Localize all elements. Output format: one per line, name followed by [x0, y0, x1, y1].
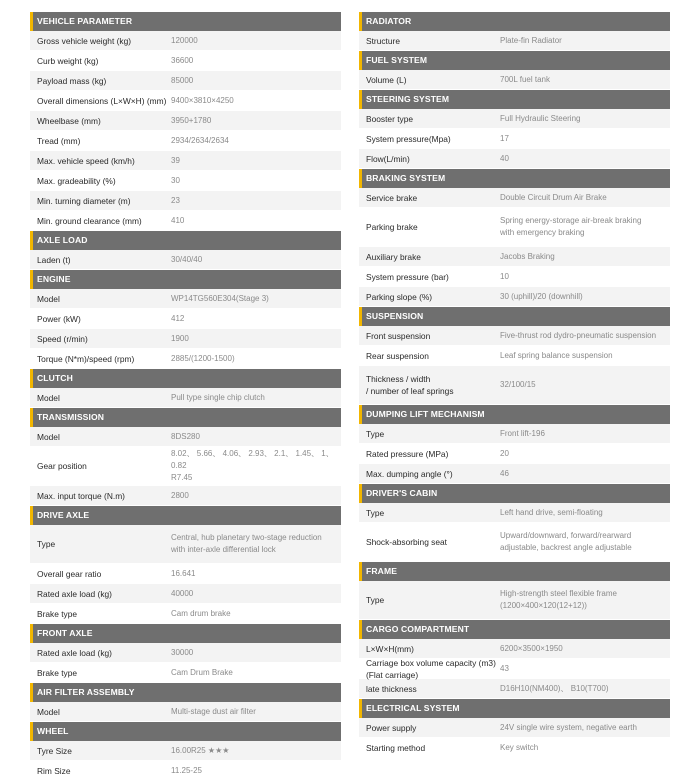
- spec-row: [30, 31, 341, 51]
- spec-row: [359, 581, 670, 620]
- spec-row: [30, 309, 341, 329]
- spec-row: [359, 503, 670, 523]
- spec-value: WP14TG560E304(Stage 3): [171, 293, 269, 303]
- spec-label: Max. dumping angle (°): [366, 468, 453, 479]
- spec-label: Type: [366, 507, 385, 518]
- spec-section-frame: [359, 562, 670, 620]
- spec-row: [359, 366, 670, 405]
- spec-row: [359, 346, 670, 366]
- spec-section-electrical-system: [359, 699, 670, 758]
- section-header: RADIATOR: [359, 12, 670, 31]
- spec-section-suspension: [359, 307, 670, 405]
- spec-section-vehicle-parameter: [30, 12, 341, 231]
- spec-row: [359, 464, 670, 484]
- spec-value: 85000: [171, 75, 194, 85]
- spec-value: Five-thrust rod dydro-pneumatic suspension: [500, 330, 657, 340]
- spec-value: 2800: [171, 490, 189, 500]
- spec-value: 2934/2634/2634: [171, 135, 229, 145]
- spec-row: [359, 208, 670, 247]
- spec-row: [30, 741, 341, 761]
- spec-value: Full Hydraulic Steering: [500, 113, 581, 123]
- spec-label: Rated axle load (kg): [37, 647, 112, 658]
- spec-value: Pull type single chip clutch: [171, 392, 265, 402]
- spec-row: [30, 663, 341, 683]
- spec-row: [30, 151, 341, 171]
- spec-label: Max. vehicle speed (km/h): [37, 155, 135, 166]
- spec-row: [359, 149, 670, 169]
- spec-row: [30, 131, 341, 151]
- spec-row: [30, 584, 341, 604]
- section-header: SUSPENSION: [359, 307, 670, 326]
- section-header: AXLE LOAD: [30, 231, 341, 250]
- spec-value: 1900: [171, 333, 189, 343]
- section-header: CLUTCH: [30, 369, 341, 388]
- spec-label: Max. input torque (N.m): [37, 490, 125, 501]
- spec-section-transmission: [30, 408, 341, 506]
- section-header: VEHICLE PARAMETER: [30, 12, 341, 31]
- spec-label: System pressure(Mpa): [366, 133, 451, 144]
- spec-row: [359, 326, 670, 346]
- spec-value: 17: [500, 133, 509, 143]
- spec-section-cargo-compartment: [359, 620, 670, 699]
- spec-label: Tyre Size: [37, 745, 72, 756]
- spec-label: Service brake: [366, 192, 418, 203]
- spec-row: [359, 718, 670, 738]
- section-header: FRONT AXLE: [30, 624, 341, 643]
- spec-section-engine: [30, 270, 341, 369]
- section-header: DRIVER'S CABIN: [359, 484, 670, 503]
- spec-section-braking-system: [359, 169, 670, 307]
- spec-section-radiator: [359, 12, 670, 51]
- spec-row: [30, 329, 341, 349]
- spec-value: 39: [171, 155, 180, 165]
- spec-value: High-strength steel flexible frame (1200×400×120(12+12)): [500, 589, 617, 610]
- spec-row: [30, 71, 341, 91]
- spec-label: Overall dimensions (L×W×H) (mm): [37, 95, 167, 106]
- spec-label: Type: [366, 595, 385, 605]
- spec-label: Overall gear ratio: [37, 568, 102, 579]
- spec-section-axle-load: [30, 231, 341, 270]
- spec-row: [30, 91, 341, 111]
- spec-value: 6200×3500×1950: [500, 643, 563, 653]
- spec-row: [359, 659, 670, 679]
- section-header: FUEL SYSTEM: [359, 51, 670, 70]
- spec-label: Rated pressure (MPa): [366, 448, 449, 459]
- spec-value: Leaf spring balance suspension: [500, 350, 613, 360]
- spec-label: Min. ground clearance (mm): [37, 215, 142, 226]
- spec-label: Shock-absorbing seat: [366, 537, 448, 547]
- spec-value: Cam Drum Brake: [171, 667, 233, 677]
- spec-label: Max. gradeability (%): [37, 175, 116, 186]
- spec-value: 8DS280: [171, 431, 200, 441]
- spec-row: [30, 427, 341, 447]
- section-header: AIR FILTER ASSEMBLY: [30, 683, 341, 702]
- spec-value: 36600: [171, 55, 194, 65]
- spec-label: Carriage box volume capacity (m3) (Flat carriage): [366, 657, 496, 680]
- spec-value: 40: [500, 153, 509, 163]
- spec-row: [30, 761, 341, 781]
- spec-row: [30, 349, 341, 369]
- spec-row: [359, 188, 670, 208]
- spec-label: late thickness: [366, 683, 417, 694]
- spec-row: [30, 111, 341, 131]
- section-header: STEERING SYSTEM: [359, 90, 670, 109]
- spec-label: Type: [37, 539, 56, 549]
- spec-label: Parking brake: [366, 222, 418, 232]
- spec-value: Cam drum brake: [171, 608, 231, 618]
- spec-value: Upward/downward, forward/rearward adjustable, backrest angle adjustable: [500, 531, 632, 552]
- spec-label: Power supply: [366, 722, 417, 733]
- spec-row: [30, 388, 341, 408]
- spec-section-wheel: [30, 722, 341, 781]
- spec-value: 16.00R25 ★★★: [171, 745, 230, 755]
- spec-label: Flow(L/min): [366, 153, 410, 164]
- spec-value: 11.25-25: [171, 765, 202, 775]
- section-header: DRIVE AXLE: [30, 506, 341, 525]
- spec-value: 46: [500, 468, 509, 478]
- spec-row: [30, 211, 341, 231]
- spec-row: [30, 564, 341, 584]
- spec-value: 16.641: [171, 568, 196, 578]
- spec-label: Thickness / width / number of leaf springs: [366, 374, 454, 396]
- spec-value: 10: [500, 271, 509, 281]
- section-header: TRANSMISSION: [30, 408, 341, 427]
- spec-label: Wheelbase (mm): [37, 115, 101, 126]
- spec-row: [359, 287, 670, 307]
- spec-row: [359, 129, 670, 149]
- spec-row: [359, 444, 670, 464]
- spec-value: Multi-stage dust air filter: [171, 706, 256, 716]
- spec-label: Curb weight (kg): [37, 55, 99, 66]
- spec-label: Tread (mm): [37, 135, 81, 146]
- spec-section-air-filter-assembly: [30, 683, 341, 722]
- spec-row: [30, 525, 341, 564]
- spec-label: Parking slope (%): [366, 291, 433, 302]
- spec-label: Starting method: [366, 742, 426, 753]
- spec-label: Speed (r/min): [37, 333, 88, 344]
- spec-label: Payload mass (kg): [37, 75, 107, 86]
- spec-label: Torque (N*m)/speed (rpm): [37, 353, 135, 364]
- spec-row: [30, 51, 341, 71]
- spec-value: Left hand drive, semi-floating: [500, 507, 603, 517]
- spec-value: 32/100/15: [500, 380, 536, 389]
- spec-value: D16H10(NM400)、 B10(T700): [500, 683, 609, 693]
- spec-value: 30000: [171, 647, 194, 657]
- section-header: DUMPING LIFT MECHANISM: [359, 405, 670, 424]
- spec-value: 120000: [171, 35, 198, 45]
- spec-column-right: [359, 12, 670, 758]
- spec-section-drive-axle: [30, 506, 341, 624]
- spec-label: Brake type: [37, 608, 78, 619]
- spec-section-dumping-lift-mechanism: [359, 405, 670, 484]
- spec-value: Key switch: [500, 742, 539, 752]
- spec-value: 30 (uphill)/20 (downhill): [500, 291, 583, 301]
- spec-value: 9400×3810×4250: [171, 95, 234, 105]
- spec-value: Front lift-196: [500, 428, 545, 438]
- spec-label: Min. turning diameter (m): [37, 195, 131, 206]
- spec-value: 20: [500, 448, 509, 458]
- spec-section-fuel-system: [359, 51, 670, 90]
- spec-row: [359, 31, 670, 51]
- spec-row: [30, 171, 341, 191]
- spec-row: [30, 289, 341, 309]
- spec-value: 3950+1780: [171, 115, 212, 125]
- spec-label: Auxiliary brake: [366, 251, 421, 262]
- spec-value: Jacobs Braking: [500, 251, 555, 261]
- spec-label: Model: [37, 431, 60, 442]
- spec-label: Model: [37, 706, 60, 717]
- spec-value: 8.02、 5.66、 4.06、 2.93、 2.1、 1.45、 1、 0.82 R7.45: [171, 449, 334, 482]
- spec-value: Double Circuit Drum Air Brake: [500, 192, 607, 202]
- spec-value: Spring energy-storage air-break braking with emergency braking: [500, 216, 642, 237]
- spec-section-clutch: [30, 369, 341, 408]
- spec-row: [30, 643, 341, 663]
- spec-section-driver-s-cabin: [359, 484, 670, 562]
- spec-value: 23: [171, 195, 180, 205]
- spec-section-steering-system: [359, 90, 670, 169]
- spec-label: Model: [37, 392, 60, 403]
- spec-value: 700L fuel tank: [500, 74, 550, 84]
- spec-row: [30, 191, 341, 211]
- spec-row: [359, 679, 670, 699]
- spec-label: Rear suspension: [366, 350, 429, 361]
- spec-label: Type: [366, 428, 385, 439]
- spec-section-front-axle: [30, 624, 341, 683]
- spec-label: Volume (L): [366, 74, 407, 85]
- section-header: BRAKING SYSTEM: [359, 169, 670, 188]
- spec-row: [359, 267, 670, 287]
- spec-row: [30, 250, 341, 270]
- spec-value: 410: [171, 215, 185, 225]
- spec-row: [30, 486, 341, 506]
- spec-value: 40000: [171, 588, 194, 598]
- section-header: WHEEL: [30, 722, 341, 741]
- spec-label: Power (kW): [37, 313, 81, 324]
- spec-label: L×W×H(mm): [366, 643, 414, 654]
- section-header: CARGO COMPARTMENT: [359, 620, 670, 639]
- spec-value: 30/40/40: [171, 254, 203, 264]
- spec-value: 2885/(1200-1500): [171, 353, 235, 363]
- spec-label: Rated axle load (kg): [37, 588, 112, 599]
- spec-row: [30, 702, 341, 722]
- spec-row: [359, 523, 670, 562]
- spec-value: 24V single wire system, negative earth: [500, 722, 637, 732]
- spec-label: System pressure (bar): [366, 271, 449, 282]
- spec-row: [30, 447, 341, 486]
- section-header: FRAME: [359, 562, 670, 581]
- spec-column-left: [30, 12, 341, 781]
- spec-row: [359, 247, 670, 267]
- spec-label: Model: [37, 293, 60, 304]
- spec-row: [359, 70, 670, 90]
- spec-row: [359, 109, 670, 129]
- spec-label: Laden (t): [37, 254, 71, 265]
- section-header: ENGINE: [30, 270, 341, 289]
- spec-label: Booster type: [366, 113, 414, 124]
- spec-row: [30, 604, 341, 624]
- spec-label: Brake type: [37, 667, 78, 678]
- spec-label: Gross vehicle weight (kg): [37, 35, 132, 46]
- spec-value: Plate-fin Radiator: [500, 35, 562, 45]
- spec-label: Structure: [366, 35, 400, 46]
- spec-label: Front suspension: [366, 330, 431, 341]
- section-header: ELECTRICAL SYSTEM: [359, 699, 670, 718]
- spec-value: 412: [171, 313, 185, 323]
- spec-value: 43: [500, 663, 509, 673]
- spec-row: [359, 424, 670, 444]
- spec-label: Gear position: [37, 461, 87, 471]
- spec-label: Rim Size: [37, 765, 71, 776]
- spec-row: [359, 738, 670, 758]
- spec-value: 30: [171, 175, 180, 185]
- spec-value: Central, hub planetary two-stage reduction with inter-axle differential lock: [171, 533, 322, 554]
